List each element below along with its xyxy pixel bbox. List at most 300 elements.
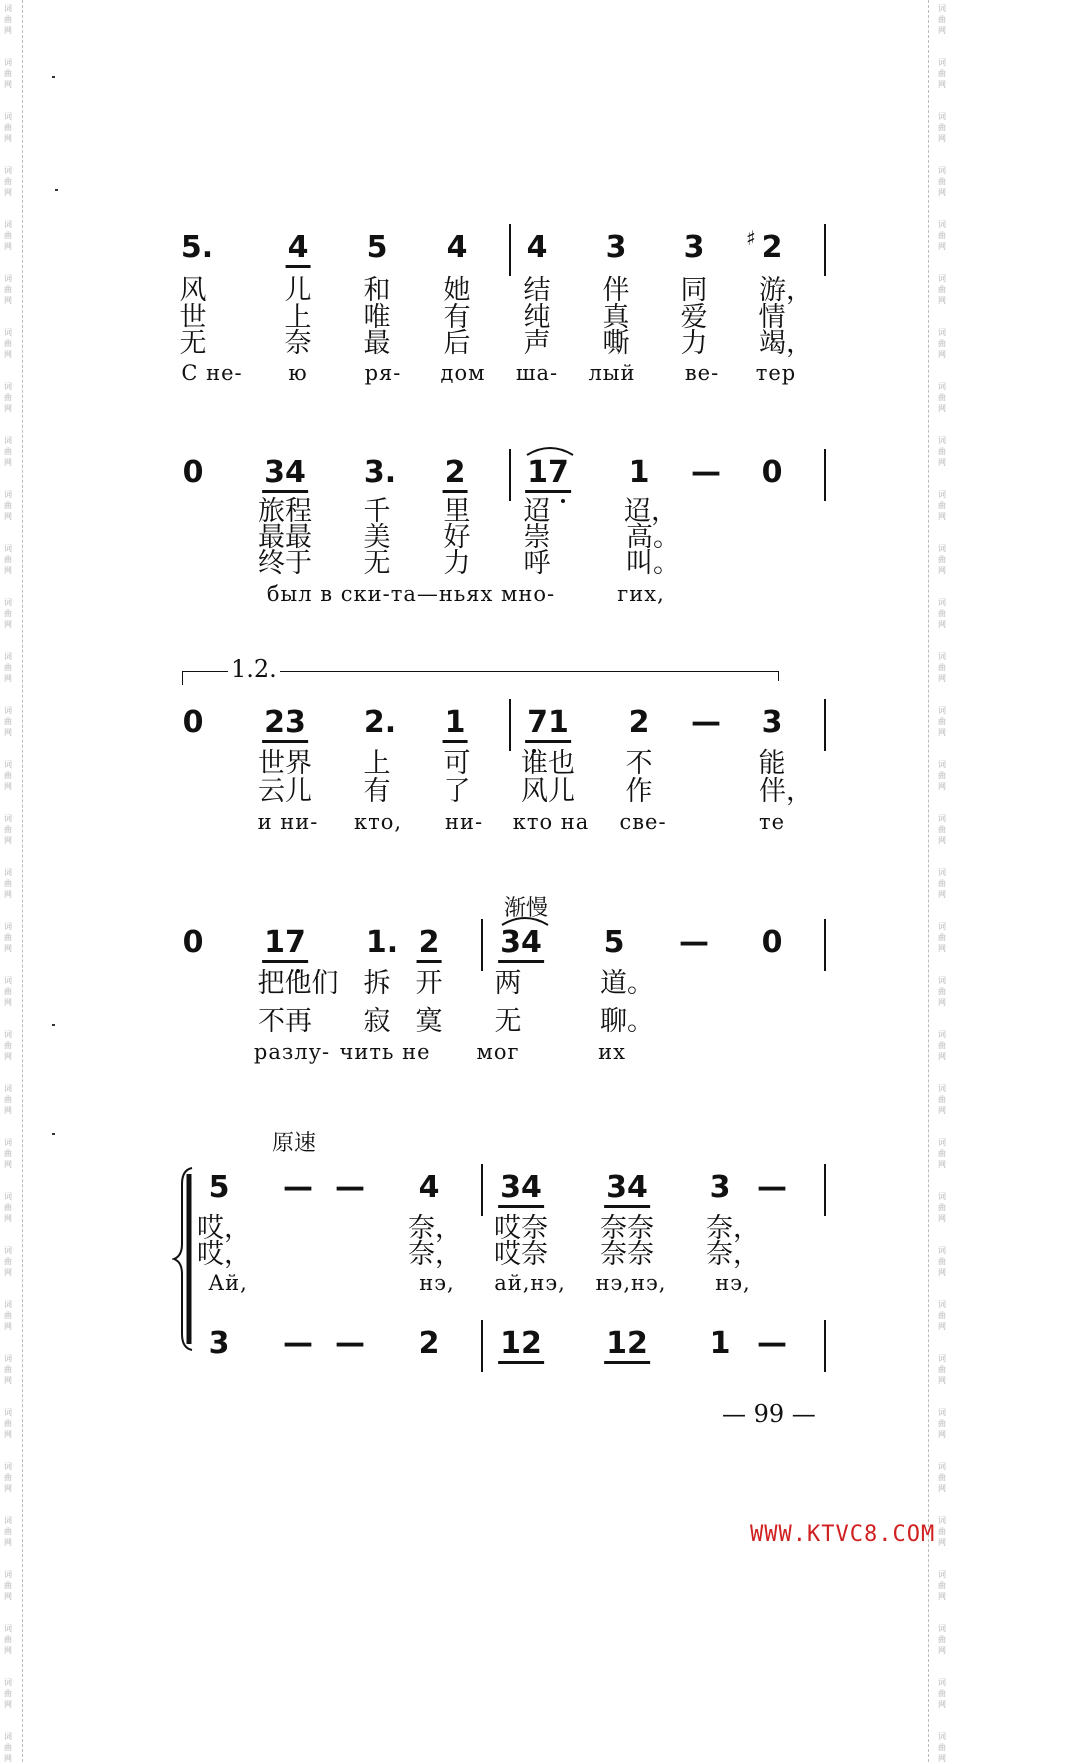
lyric: 聊。 [600, 1006, 654, 1037]
edge-mark-char: 网 [938, 296, 946, 305]
lyric: 奈， [408, 1239, 462, 1270]
edge-mark-char: 词 [938, 220, 946, 229]
lyric: 哎奈 [494, 1239, 548, 1270]
lyric: 奈， [706, 1239, 760, 1270]
edge-mark-char: 曲 [938, 1203, 946, 1212]
scan-speck [52, 1133, 55, 1135]
edge-mark-char: 网 [4, 296, 12, 305]
note: 4 [418, 1170, 440, 1205]
page-number: — 99 — [722, 1400, 816, 1428]
edge-mark-char: 曲 [938, 987, 946, 996]
edge-mark-char: 曲 [938, 1743, 946, 1752]
edge-mark-char: 网 [938, 458, 946, 467]
note: 0 [761, 455, 783, 490]
edge-mark-char: 网 [938, 1538, 946, 1547]
edge-mark-char: 曲 [4, 285, 12, 294]
edge-mark-char: 词 [4, 1732, 12, 1741]
edge-mark-char: 网 [4, 1700, 12, 1709]
edge-mark-char: 曲 [4, 663, 12, 672]
edge-mark-char: 网 [938, 134, 946, 143]
edge-mark-char: 曲 [4, 447, 12, 456]
edge-mark-char: 曲 [938, 1041, 946, 1050]
edge-mark-char: 词 [4, 58, 12, 67]
edge-mark-char: 网 [938, 512, 946, 521]
edge-mark-char: 网 [938, 1052, 946, 1061]
edge-mark-char: 词 [938, 706, 946, 715]
note: 0 [761, 925, 783, 960]
edge-mark-char: 词 [938, 1408, 946, 1417]
site-watermark: WWW.KTVC8.COM [750, 1522, 936, 1547]
edge-mark-char: 曲 [938, 447, 946, 456]
notation-row [0, 455, 1074, 495]
edge-mark-char: 词 [938, 274, 946, 283]
note: 2 [418, 925, 440, 960]
edge-mark-char: 曲 [938, 177, 946, 186]
lyric: 最 [363, 328, 391, 359]
edge-mark-char: 词 [4, 490, 12, 499]
edge-mark-char: 词 [938, 544, 946, 553]
edge-mark-char: 词 [938, 58, 946, 67]
lyric: 不再 [258, 1006, 312, 1037]
lyric-ru: ве- [684, 361, 720, 385]
lyric: 呼 [523, 548, 551, 579]
note: 3 [683, 230, 705, 265]
lyric-ru: нэ,нэ, [595, 1271, 667, 1295]
lyric: 儿 [284, 275, 312, 306]
edge-mark-char: 词 [4, 544, 12, 553]
notation-row [0, 705, 1074, 745]
edge-mark-char: 曲 [938, 663, 946, 672]
edge-mark-char: 词 [4, 1354, 12, 1363]
edge-mark-char: 网 [938, 1592, 946, 1601]
edge-mark-char: 词 [938, 598, 946, 607]
edge-mark-char: 曲 [4, 555, 12, 564]
scan-speck [52, 76, 55, 78]
edge-mark-char: 网 [938, 1646, 946, 1655]
edge-mark-char: 词 [938, 1732, 946, 1741]
edge-mark-char: 词 [938, 382, 946, 391]
edge-mark-char: 曲 [938, 501, 946, 510]
edge-mark-char: 词 [938, 490, 946, 499]
lyric-ru: те [758, 810, 786, 834]
lyric: 世界 [258, 748, 312, 779]
edge-mark-char: 网 [4, 566, 12, 575]
lyric: 奈奈 [600, 1213, 654, 1244]
edge-mark-char: 词 [4, 328, 12, 337]
lyric: 美 [363, 522, 391, 553]
edge-mark-char: 网 [938, 350, 946, 359]
edge-mark-char: 曲 [4, 717, 12, 726]
lyric: 和 [363, 275, 391, 306]
edge-mark-char: 词 [4, 1408, 12, 1417]
note: 0 [182, 705, 204, 740]
edge-mark-char: 词 [4, 4, 12, 13]
edge-mark-char: 网 [938, 890, 946, 899]
lyric: 有 [443, 302, 471, 333]
lyric-row-ru [0, 1270, 1074, 1310]
edge-mark-char: 网 [4, 26, 12, 35]
lyric-ru: лый [588, 361, 636, 385]
edge-mark-char: 词 [938, 436, 946, 445]
lyric: 谁也 [521, 748, 575, 779]
edge-mark-char: 曲 [4, 231, 12, 240]
note: — [335, 1326, 365, 1361]
lyric: 崇 [523, 522, 551, 553]
edge-mark-char: 网 [4, 1592, 12, 1601]
edge-mark-char: 网 [938, 620, 946, 629]
barline [509, 699, 511, 751]
lyric: 可 [443, 748, 471, 779]
edge-mark-char: 曲 [938, 339, 946, 348]
lyric: 哎， [197, 1213, 251, 1244]
edge-mark-char: 词 [4, 706, 12, 715]
lyric: 把他们 [257, 968, 339, 999]
lyric-ru: кто, [353, 810, 403, 834]
lyric: 迢 [523, 496, 551, 527]
edge-mark-char: 词 [938, 1246, 946, 1255]
edge-mark-char: 词 [4, 976, 12, 985]
edge-mark-char: 网 [938, 674, 946, 683]
note: 4 [287, 230, 309, 265]
edge-mark-char: 网 [938, 944, 946, 953]
edge-mark-char: 网 [938, 1322, 946, 1331]
edge-mark-char: 词 [4, 868, 12, 877]
edge-mark-char: 网 [4, 890, 12, 899]
edge-mark-char: 网 [938, 1106, 946, 1115]
edge-mark-char: 网 [4, 80, 12, 89]
note: 3 [208, 1326, 230, 1361]
edge-mark-char: 曲 [938, 123, 946, 132]
edge-mark-char: 网 [938, 1754, 946, 1763]
note: 1 [628, 455, 650, 490]
edge-mark-char: 词 [4, 274, 12, 283]
notation-row-upper [0, 1170, 1074, 1210]
edge-mark-char: 曲 [4, 1311, 12, 1320]
lyric: 嘶 [602, 328, 630, 359]
edge-mark-char: 网 [4, 350, 12, 359]
lyric: 道。 [600, 968, 654, 999]
edge-mark-char: 词 [938, 652, 946, 661]
lyric: 迢， [624, 496, 678, 527]
edge-mark-char: 网 [4, 188, 12, 197]
edge-mark-char: 网 [4, 944, 12, 953]
lyric: 同 [680, 275, 708, 306]
edge-mark-char: 词 [4, 1570, 12, 1579]
note: 5. [180, 230, 214, 265]
lyric-ru: ря- [364, 361, 402, 385]
edge-mark-char: 曲 [938, 69, 946, 78]
lyric-ru: све- [619, 810, 667, 834]
edge-mark-char: 词 [4, 1192, 12, 1201]
lyric: 最最 [258, 522, 312, 553]
edge-mark-char: 词 [938, 1624, 946, 1633]
lyric: 风 [179, 275, 207, 306]
edge-mark-char: 词 [938, 760, 946, 769]
edge-mark-char: 词 [938, 976, 946, 985]
barline [509, 224, 511, 276]
edge-mark-char: 词 [4, 166, 12, 175]
lyric: 里 [443, 496, 471, 527]
edge-mark-char: 网 [938, 1484, 946, 1493]
note: 34 [606, 1170, 648, 1205]
lyric: 真 [602, 302, 630, 333]
edge-mark-char: 词 [4, 112, 12, 121]
edge-mark-char: 词 [938, 1516, 946, 1525]
edge-mark-char: 曲 [4, 1743, 12, 1752]
note: 2 [444, 455, 466, 490]
lyric: 哎奈 [494, 1213, 548, 1244]
edge-mark-char: 词 [4, 1678, 12, 1687]
lyric: 唯 [363, 302, 391, 333]
note: 2 [761, 230, 783, 265]
edge-mark-char: 词 [938, 4, 946, 13]
note: 17 [527, 455, 569, 490]
edge-mark-char: 网 [938, 836, 946, 845]
lyric-row-ru [0, 581, 1074, 621]
lyric: 风儿 [521, 776, 575, 807]
edge-mark-char: 词 [4, 1138, 12, 1147]
lyric-ru: гих, [617, 582, 665, 606]
note: — [691, 455, 721, 490]
note: 5 [366, 230, 388, 265]
lyric-ru: дом [440, 361, 486, 385]
edge-mark-char: 网 [4, 674, 12, 683]
edge-mark-char: 曲 [938, 1473, 946, 1482]
edge-mark-char: 曲 [938, 555, 946, 564]
edge-mark-char: 网 [938, 404, 946, 413]
note: 71 [527, 705, 569, 740]
notation-row [0, 925, 1074, 965]
lyric: 情 [758, 302, 786, 333]
edge-mark-char: 曲 [938, 1635, 946, 1644]
edge-mark-char: 曲 [938, 15, 946, 24]
edge-mark-char: 曲 [4, 879, 12, 888]
edge-mark-char: 网 [4, 1322, 12, 1331]
volta-bracket-end [778, 671, 779, 681]
note: 17 [264, 925, 306, 960]
barline [824, 699, 826, 751]
lyric: 能 [758, 748, 786, 779]
edge-mark-char: 词 [938, 328, 946, 337]
lyric: 力 [443, 548, 471, 579]
edge-mark-char: 曲 [938, 1365, 946, 1374]
edge-mark-char: 网 [4, 1214, 12, 1223]
lyric: 力 [680, 328, 708, 359]
edge-mark-char: 词 [4, 1516, 12, 1525]
barline [824, 224, 826, 276]
note: 3 [605, 230, 627, 265]
scan-speck [55, 189, 58, 191]
lyric: 无 [179, 328, 207, 359]
lyric-ru: кто на [512, 810, 590, 834]
edge-mark-char: 词 [938, 814, 946, 823]
lyric-ru: тер [755, 361, 797, 385]
edge-mark-char: 词 [938, 1570, 946, 1579]
edge-mark-char: 词 [938, 1192, 946, 1201]
edge-mark-char: 曲 [4, 1473, 12, 1482]
lyric: 有 [363, 776, 391, 807]
lyric-ru: ни- [444, 810, 484, 834]
edge-mark-char: 曲 [4, 1365, 12, 1374]
lyric: 叫。 [626, 548, 680, 579]
note: 12 [606, 1326, 648, 1361]
lyric: 奈 [284, 328, 312, 359]
lyric-row-ru [0, 1039, 1074, 1079]
edge-mark-char: 网 [4, 728, 12, 737]
lyric: 结 [523, 275, 551, 306]
lyric-row-ru [0, 360, 1074, 400]
edge-mark-char: 曲 [938, 717, 946, 726]
lyric: 后 [443, 328, 471, 359]
edge-mark-char: 词 [4, 1624, 12, 1633]
edge-mark-char: 词 [4, 220, 12, 229]
note: — [283, 1326, 313, 1361]
edge-mark-char: 词 [4, 652, 12, 661]
edge-mark-char: 曲 [4, 69, 12, 78]
edge-mark-char: 网 [938, 998, 946, 1007]
edge-mark-char: 词 [938, 1300, 946, 1309]
note: 3. [363, 455, 397, 490]
edge-mark-char: 曲 [938, 933, 946, 942]
note: 0 [182, 925, 204, 960]
edge-mark-char: 曲 [4, 393, 12, 402]
edge-mark-char: 网 [938, 1214, 946, 1223]
note: 3 [761, 705, 783, 740]
edge-mark-char: 网 [938, 1268, 946, 1277]
edge-mark-char: 网 [4, 1646, 12, 1655]
note: 1 [709, 1326, 731, 1361]
edge-mark-char: 网 [4, 134, 12, 143]
edge-mark-char: 网 [938, 1430, 946, 1439]
edge-mark-char: 曲 [4, 339, 12, 348]
edge-mark-char: 网 [4, 1484, 12, 1493]
lyric: 声 [523, 328, 551, 359]
edge-mark-char: 网 [938, 1160, 946, 1169]
edge-mark-char: 网 [4, 1052, 12, 1061]
edge-mark-char: 词 [4, 922, 12, 931]
barline [481, 1320, 483, 1372]
lyric: 游， [759, 275, 813, 306]
lyric: 千 [363, 496, 391, 527]
note: 5 [208, 1170, 230, 1205]
edge-mark-char: 网 [938, 188, 946, 197]
lyric: 作 [625, 776, 653, 807]
edge-mark-char: 词 [4, 1030, 12, 1039]
edge-mark-char: 曲 [938, 231, 946, 240]
barline [481, 919, 483, 971]
lyric: 好 [443, 522, 471, 553]
lyric-ru: и ни- [257, 810, 319, 834]
note: 0 [182, 455, 204, 490]
edge-mark-char: 网 [4, 998, 12, 1007]
edge-mark-char: 词 [4, 1084, 12, 1093]
barline [509, 449, 511, 501]
lyric: 开 [415, 968, 443, 999]
edge-mark-char: 曲 [938, 879, 946, 888]
lyric: 世 [179, 302, 207, 333]
edge-mark-char: 网 [4, 1106, 12, 1115]
note: 2 [628, 705, 650, 740]
note: — [283, 1170, 313, 1205]
note: 34 [500, 925, 542, 960]
edge-mark-char: 曲 [4, 1257, 12, 1266]
lyric: 上 [284, 302, 312, 333]
edge-mark-char: 词 [938, 166, 946, 175]
lyric: 两 [494, 968, 522, 999]
edge-mark-char: 词 [4, 814, 12, 823]
edge-mark-char: 网 [4, 404, 12, 413]
tempo-mark: 渐慢 [504, 896, 549, 921]
lyric: 纯 [523, 302, 551, 333]
lyric: 旅程 [258, 496, 312, 527]
lyric: 寞 [415, 1006, 443, 1037]
lyric-ru: ай,нэ, [494, 1271, 566, 1295]
lyric: 伴， [759, 776, 813, 807]
edge-mark-char: 网 [4, 1376, 12, 1385]
edge-mark-char: 曲 [4, 1419, 12, 1428]
edge-mark-char: 词 [4, 1300, 12, 1309]
lyric: 竭， [759, 328, 813, 359]
note: 3 [709, 1170, 731, 1205]
lyric: 拆 [363, 968, 391, 999]
edge-mark-char: 词 [4, 382, 12, 391]
edge-mark-char: 曲 [4, 825, 12, 834]
lyric: 哎， [197, 1239, 251, 1270]
edge-mark-char: 曲 [4, 123, 12, 132]
lyric-row-cn-1 [0, 969, 1074, 1009]
lyric: 无 [363, 548, 391, 579]
note: 4 [446, 230, 468, 265]
lyric-ru: их [598, 1040, 626, 1064]
edge-mark-char: 词 [4, 436, 12, 445]
edge-mark-char: 词 [938, 1138, 946, 1147]
barline [824, 449, 826, 501]
edge-mark-char: 网 [4, 458, 12, 467]
lyric: 奈奈 [600, 1239, 654, 1270]
edge-mark-char: 词 [938, 112, 946, 121]
edge-mark-char: 词 [938, 1030, 946, 1039]
lyric: 不 [625, 748, 653, 779]
lyric-ru: был в ски-та—ньях мно- [266, 582, 556, 606]
edge-mark-char: 曲 [4, 1041, 12, 1050]
edge-mark-char: 网 [938, 1700, 946, 1709]
note: — [757, 1326, 787, 1361]
edge-mark-char: 词 [4, 1246, 12, 1255]
note: — [757, 1170, 787, 1205]
edge-mark-char: 曲 [938, 1419, 946, 1428]
lyric: 了 [443, 776, 471, 807]
notation-row [0, 226, 1074, 270]
lyric-ru: чить не [339, 1040, 431, 1064]
edge-mark-char: 网 [938, 242, 946, 251]
edge-mark-char: 曲 [4, 15, 12, 24]
volta-label: 1.2. [228, 655, 280, 683]
edge-mark-char: 网 [4, 836, 12, 845]
edge-mark-char: 词 [938, 868, 946, 877]
note: 1. [365, 925, 399, 960]
lyric: 寂 [363, 1006, 391, 1037]
edge-mark-char: 词 [938, 1354, 946, 1363]
edge-mark-char: 词 [938, 1084, 946, 1093]
lyric-ru: ю [288, 361, 308, 385]
notation-row-lower [0, 1326, 1074, 1366]
edge-mark-char: 网 [938, 26, 946, 35]
edge-mark-char: 网 [4, 782, 12, 791]
lyric: 无 [494, 1006, 522, 1037]
edge-mark-char: 词 [938, 1462, 946, 1471]
edge-mark-char: 曲 [4, 501, 12, 510]
note: — [679, 925, 709, 960]
